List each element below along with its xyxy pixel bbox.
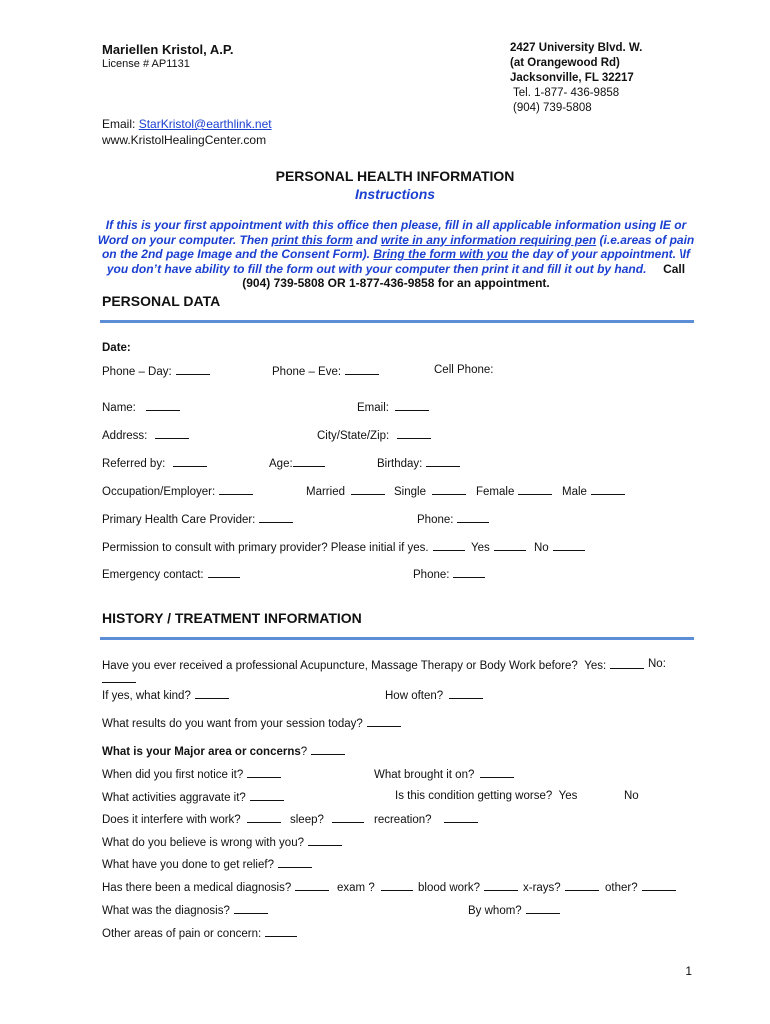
city-state-zip-field[interactable]: City/State/Zip:	[317, 428, 431, 442]
email-field[interactable]: Email:	[357, 400, 429, 414]
address-line-2: (at Orangewood Rd)	[510, 57, 620, 69]
emergency-phone-field[interactable]: Phone:	[413, 567, 485, 581]
getting-worse-question[interactable]: Is this condition getting worse? Yes	[395, 790, 578, 802]
how-often-field[interactable]: How often?	[385, 688, 483, 702]
sleep-field[interactable]: sleep?	[290, 812, 364, 826]
birthday-field[interactable]: Birthday:	[377, 456, 460, 470]
primary-provider-field[interactable]: Primary Health Care Provider:	[102, 512, 293, 526]
phone-eve-field[interactable]: Phone – Eve:	[272, 364, 379, 378]
email-link[interactable]: StarKristol@earthlink.net	[138, 117, 272, 131]
what-kind-field[interactable]: If yes, what kind?	[102, 688, 229, 702]
section-divider	[100, 637, 694, 640]
exam-field[interactable]: exam ?	[337, 880, 413, 894]
married-option[interactable]: Married	[306, 484, 385, 498]
blood-work-field[interactable]: blood work?	[418, 880, 518, 894]
first-notice-field[interactable]: When did you first notice it?	[102, 767, 281, 781]
results-field[interactable]: What results do you want from your session today?	[102, 716, 401, 730]
name-field[interactable]: Name:	[102, 400, 180, 414]
getting-worse-no[interactable]: No	[624, 790, 639, 802]
instructions-text: If this is your first appointment with this office then please, fill in all applicable information using IE or Word on your computer. Then print this form and write in any information requiring pen (i.e.areas of pain on the 2nd page Image and the Consent Form). Bring the form with you the day of your appointment. \If you don’t have ability to fill the form out with your computer then print it and fill it out by hand. Call (904) 739-5808 OR 1-877-436-9858 for an appointment.	[97, 218, 695, 290]
major-concern-field[interactable]: What is your Major area or concerns?	[102, 744, 345, 758]
permission-no[interactable]: No	[534, 540, 585, 554]
telephone-1: Tel. 1-877- 436-9858	[513, 87, 620, 99]
date-label: Date:	[102, 342, 131, 354]
believe-wrong-field[interactable]: What do you believe is wrong with you?	[102, 835, 342, 849]
received-no-blank[interactable]	[102, 672, 136, 683]
referred-by-field[interactable]: Referred by:	[102, 456, 207, 470]
address-line-3: Jacksonville, FL 32217	[510, 72, 634, 84]
instructions-title: Instructions	[354, 186, 436, 202]
phone-day-field[interactable]: Phone – Day:	[102, 364, 210, 378]
personal-data-heading: PERSONAL DATA	[102, 293, 221, 309]
permission-yes[interactable]: Yes	[471, 540, 526, 554]
recreation-field[interactable]: recreation?	[374, 812, 478, 826]
call-text: Call (904) 739-5808 OR 1-877-436-9858 for an appointment.	[242, 261, 686, 290]
brought-on-field[interactable]: What brought it on?	[374, 767, 514, 781]
emergency-contact-field[interactable]: Emergency contact:	[102, 567, 240, 581]
by-whom-field[interactable]: By whom?	[468, 903, 560, 917]
address-field[interactable]: Address:	[102, 428, 189, 442]
section-divider	[100, 320, 694, 323]
female-option[interactable]: Female	[476, 484, 552, 498]
email-line	[102, 117, 272, 131]
address-line-1: 2427 University Blvd. W.	[510, 42, 643, 54]
website: www.KristolHealingCenter.com	[102, 133, 267, 147]
page-number: 1	[685, 964, 692, 978]
received-no[interactable]: No:	[648, 658, 666, 670]
what-diagnosis-field[interactable]: What was the diagnosis?	[102, 903, 268, 917]
print-form-link: print this form	[271, 232, 353, 247]
history-heading: HISTORY / TREATMENT INFORMATION	[102, 610, 362, 626]
license-number: License # AP1131	[102, 58, 190, 70]
medical-diagnosis-field[interactable]: Has there been a medical diagnosis?	[102, 880, 329, 894]
xrays-field[interactable]: x-rays?	[523, 880, 599, 894]
telephone-2: (904) 739-5808	[513, 102, 592, 114]
permission-field[interactable]: Permission to consult with primary provider? Please initial if yes.	[102, 540, 465, 554]
single-option[interactable]: Single	[394, 484, 466, 498]
age-field[interactable]: Age:	[269, 456, 325, 470]
received-question[interactable]: Have you ever received a professional Acupuncture, Massage Therapy or Body Work before? Yes:	[102, 658, 644, 672]
male-option[interactable]: Male	[562, 484, 625, 498]
cell-phone-field[interactable]: Cell Phone:	[434, 364, 494, 376]
other-areas-field[interactable]: Other areas of pain or concern:	[102, 926, 297, 940]
practitioner-name: Mariellen Kristol, A.P.	[102, 42, 234, 57]
page-title: PERSONAL HEALTH INFORMATION	[275, 168, 515, 184]
occupation-field[interactable]: Occupation/Employer:	[102, 484, 253, 498]
email-label: Email:	[102, 117, 136, 131]
interfere-work-field[interactable]: Does it interfere with work?	[102, 812, 281, 826]
provider-phone-field[interactable]: Phone:	[417, 512, 489, 526]
relief-field[interactable]: What have you done to get relief?	[102, 857, 312, 871]
other-field[interactable]: other?	[605, 880, 676, 894]
aggravate-field[interactable]: What activities aggravate it?	[102, 790, 284, 804]
